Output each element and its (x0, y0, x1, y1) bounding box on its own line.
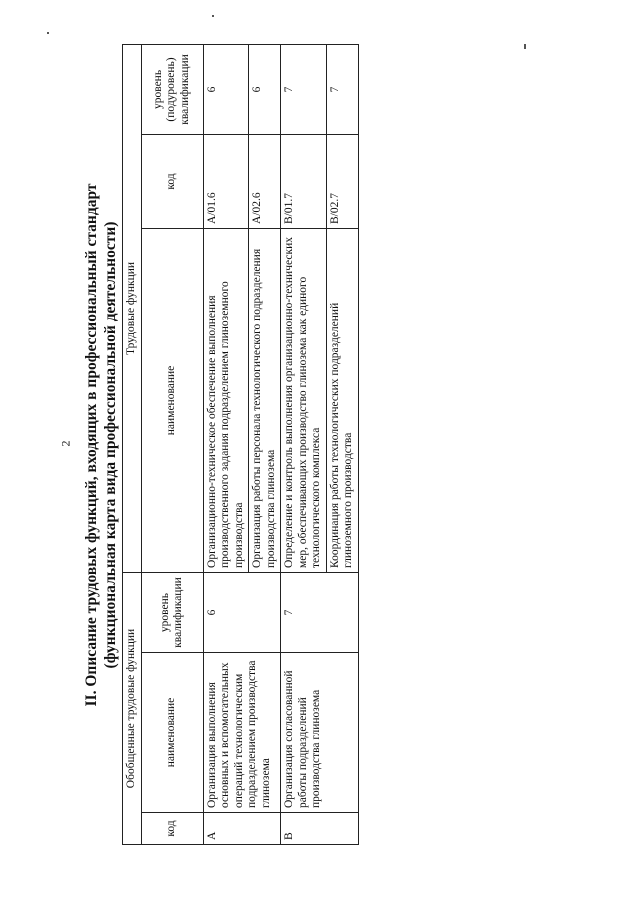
group-code: В (281, 813, 359, 845)
function-name: Организация работы персонала технологического подразделения производства глинозема (249, 228, 281, 572)
col-code-header: код (141, 813, 203, 845)
scan-speck (212, 15, 214, 17)
group-name: Организация выполнения основных и вспомогательных операций технологическим подразделением производства глинозема (203, 653, 281, 813)
group-level: 7 (281, 572, 359, 652)
function-name: Определение и контроль выполнения организационно-технических мер, обеспечивающих производство глинозема как единого технологического комплекса (281, 228, 327, 572)
function-code: А/02.6 (249, 134, 281, 228)
scan-speck (47, 32, 49, 34)
function-code: А/01.6 (203, 134, 249, 228)
function-name: Координация работы технологических подразделений глиноземного производства (326, 228, 358, 572)
function-level: 6 (249, 44, 281, 134)
table-row (281, 44, 327, 844)
page-number: 2 (58, 440, 73, 447)
function-level: 7 (281, 44, 327, 134)
col-func-code-header: код (141, 134, 203, 228)
table-row (203, 44, 249, 844)
function-level: 7 (326, 44, 358, 134)
generalized-functions-header: Обобщенные трудовые функции (123, 572, 142, 844)
col-func-name-header: наименование (141, 228, 203, 572)
functional-map-table (122, 44, 359, 845)
function-level: 6 (203, 44, 249, 134)
rotated-page (60, 45, 580, 845)
col-sublevel-header: уровень (подуровень) квалификации (141, 44, 203, 134)
heading-line-1: II. Описание трудовых функций, входящих в профессиональный стандарт (83, 183, 100, 707)
group-level: 6 (203, 572, 281, 652)
labor-functions-header: Трудовые функции (123, 44, 142, 572)
col-level-header: уровень квалификации (141, 572, 203, 652)
group-header-row (123, 44, 142, 844)
group-code: А (203, 813, 281, 845)
col-name-header: наименование (141, 653, 203, 813)
function-name: Организационно-техническое обеспечение выполнения производственного задания подразделением глиноземного производства (203, 228, 249, 572)
column-header-row (141, 44, 203, 844)
section-heading (82, 45, 120, 845)
group-name: Организация согласованной работы подразделений производства глинозема (281, 653, 359, 813)
heading-line-2: (функциональная карта вида профессиональной деятельности) (102, 221, 119, 669)
function-code: В/01.7 (281, 134, 327, 228)
function-code: В/02.7 (326, 134, 358, 228)
